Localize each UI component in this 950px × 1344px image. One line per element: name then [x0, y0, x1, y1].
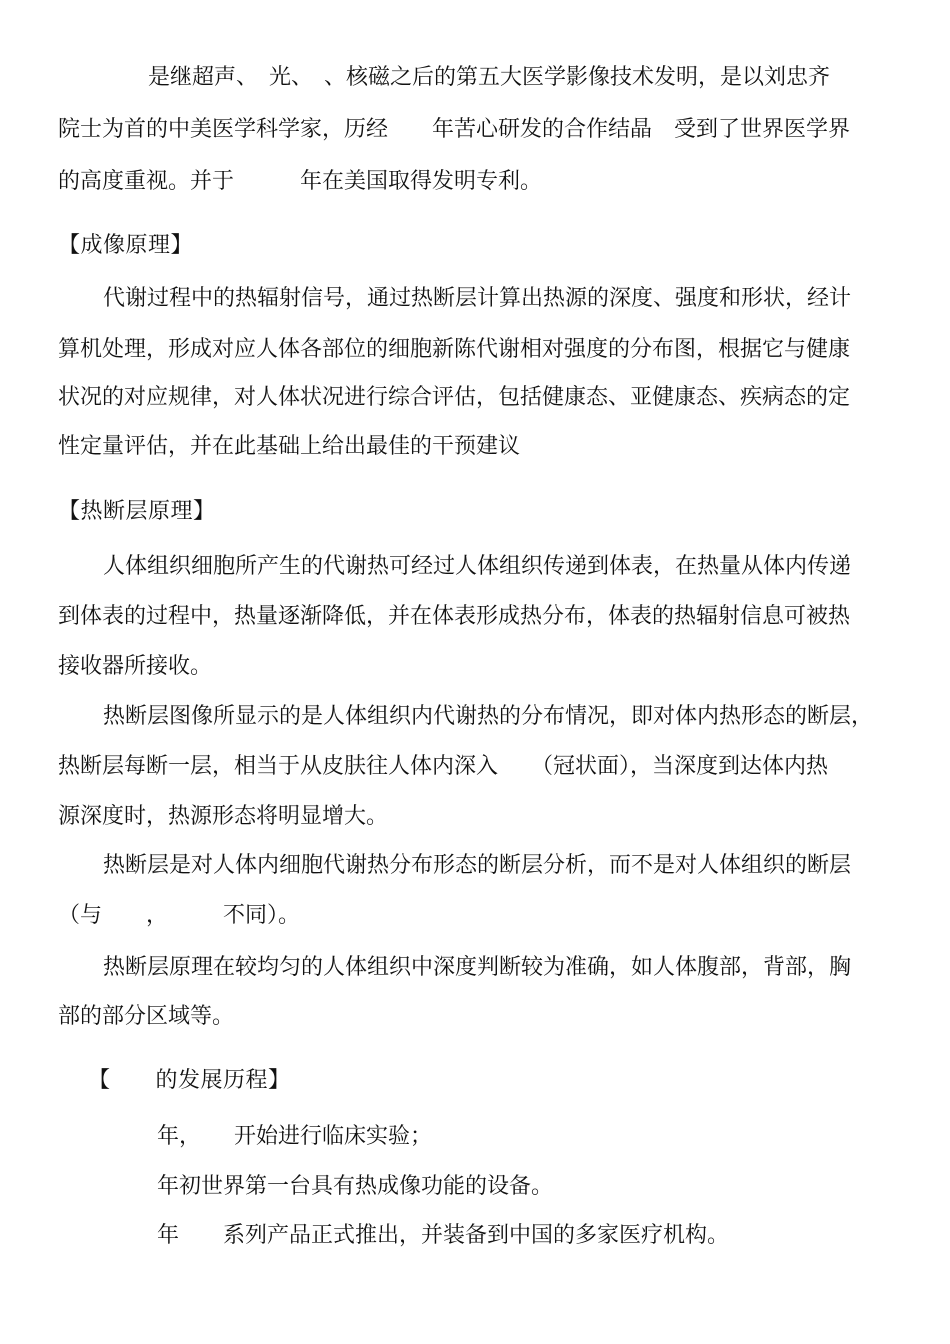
paragraph-line: 状况的对应规律，对人体状况进行综合评估，包括健康态、亚健康态、疾病态的定 — [58, 385, 851, 410]
paragraph-line: 算机处理，形成对应人体各部位的细胞新陈代谢相对强度的分布图，根据它与健康 — [58, 337, 851, 362]
paragraph-line: 部的部分区域等。 — [58, 1004, 235, 1029]
paragraph-line: 源深度时，热源形态将明显增大。 — [58, 804, 389, 829]
paragraph-line: 热断层原理在较均匀的人体组织中深度判断较为准确，如人体腹部，背部，胸 — [103, 955, 852, 980]
paragraph-line: 到体表的过程中，热量逐渐降低，并在体表形成热分布，体表的热辐射信息可被热 — [58, 604, 851, 629]
list-item: 年初世界第一台具有热成像功能的设备。 — [157, 1174, 554, 1199]
paragraph-line: 热断层图像所显示的是人体组织内代谢热的分布情况，即对体内热形态的断层， — [103, 704, 874, 729]
paragraph-line: 热断层每断一层，相当于从皮肤往人体内深入 （冠状面），当深度到达体内热 — [58, 754, 829, 779]
section-heading: 【成像原理】 — [58, 233, 194, 258]
paragraph-line: 代谢过程中的热辐射信号，通过热断层计算出热源的深度、强度和形状，经计 — [103, 286, 852, 311]
intro-line: 院士为首的中美医学科学家，历经 年苦心研发的合作结晶 受到了世界医学界 — [58, 117, 851, 142]
intro-line: 是继超声、 光、 、核磁之后的第五大医学影像技术发明，是以刘忠齐 — [148, 65, 831, 90]
section-heading: 【热断层原理】 — [58, 499, 216, 524]
paragraph-line: 接收器所接收。 — [58, 654, 213, 679]
list-item: 年， 开始进行临床实验； — [157, 1124, 433, 1149]
paragraph-line: 人体组织细胞所产生的代谢热可经过人体组织传递到体表，在热量从体内传递 — [103, 554, 852, 579]
section-heading: 【 的发展历程】 — [88, 1068, 291, 1093]
list-item: 年 系列产品正式推出，并装备到中国的多家医疗机构。 — [157, 1223, 730, 1248]
paragraph-line: 性定量评估，并在此基础上给出最佳的干预建议 — [58, 434, 521, 459]
intro-line: 的高度重视。并于 年在美国取得发明专利。 — [58, 169, 543, 194]
paragraph-line: 热断层是对人体内细胞代谢热分布形态的断层分析，而不是对人体组织的断层 — [103, 853, 852, 878]
paragraph-line: （与 ， 不同）。 — [58, 903, 301, 928]
